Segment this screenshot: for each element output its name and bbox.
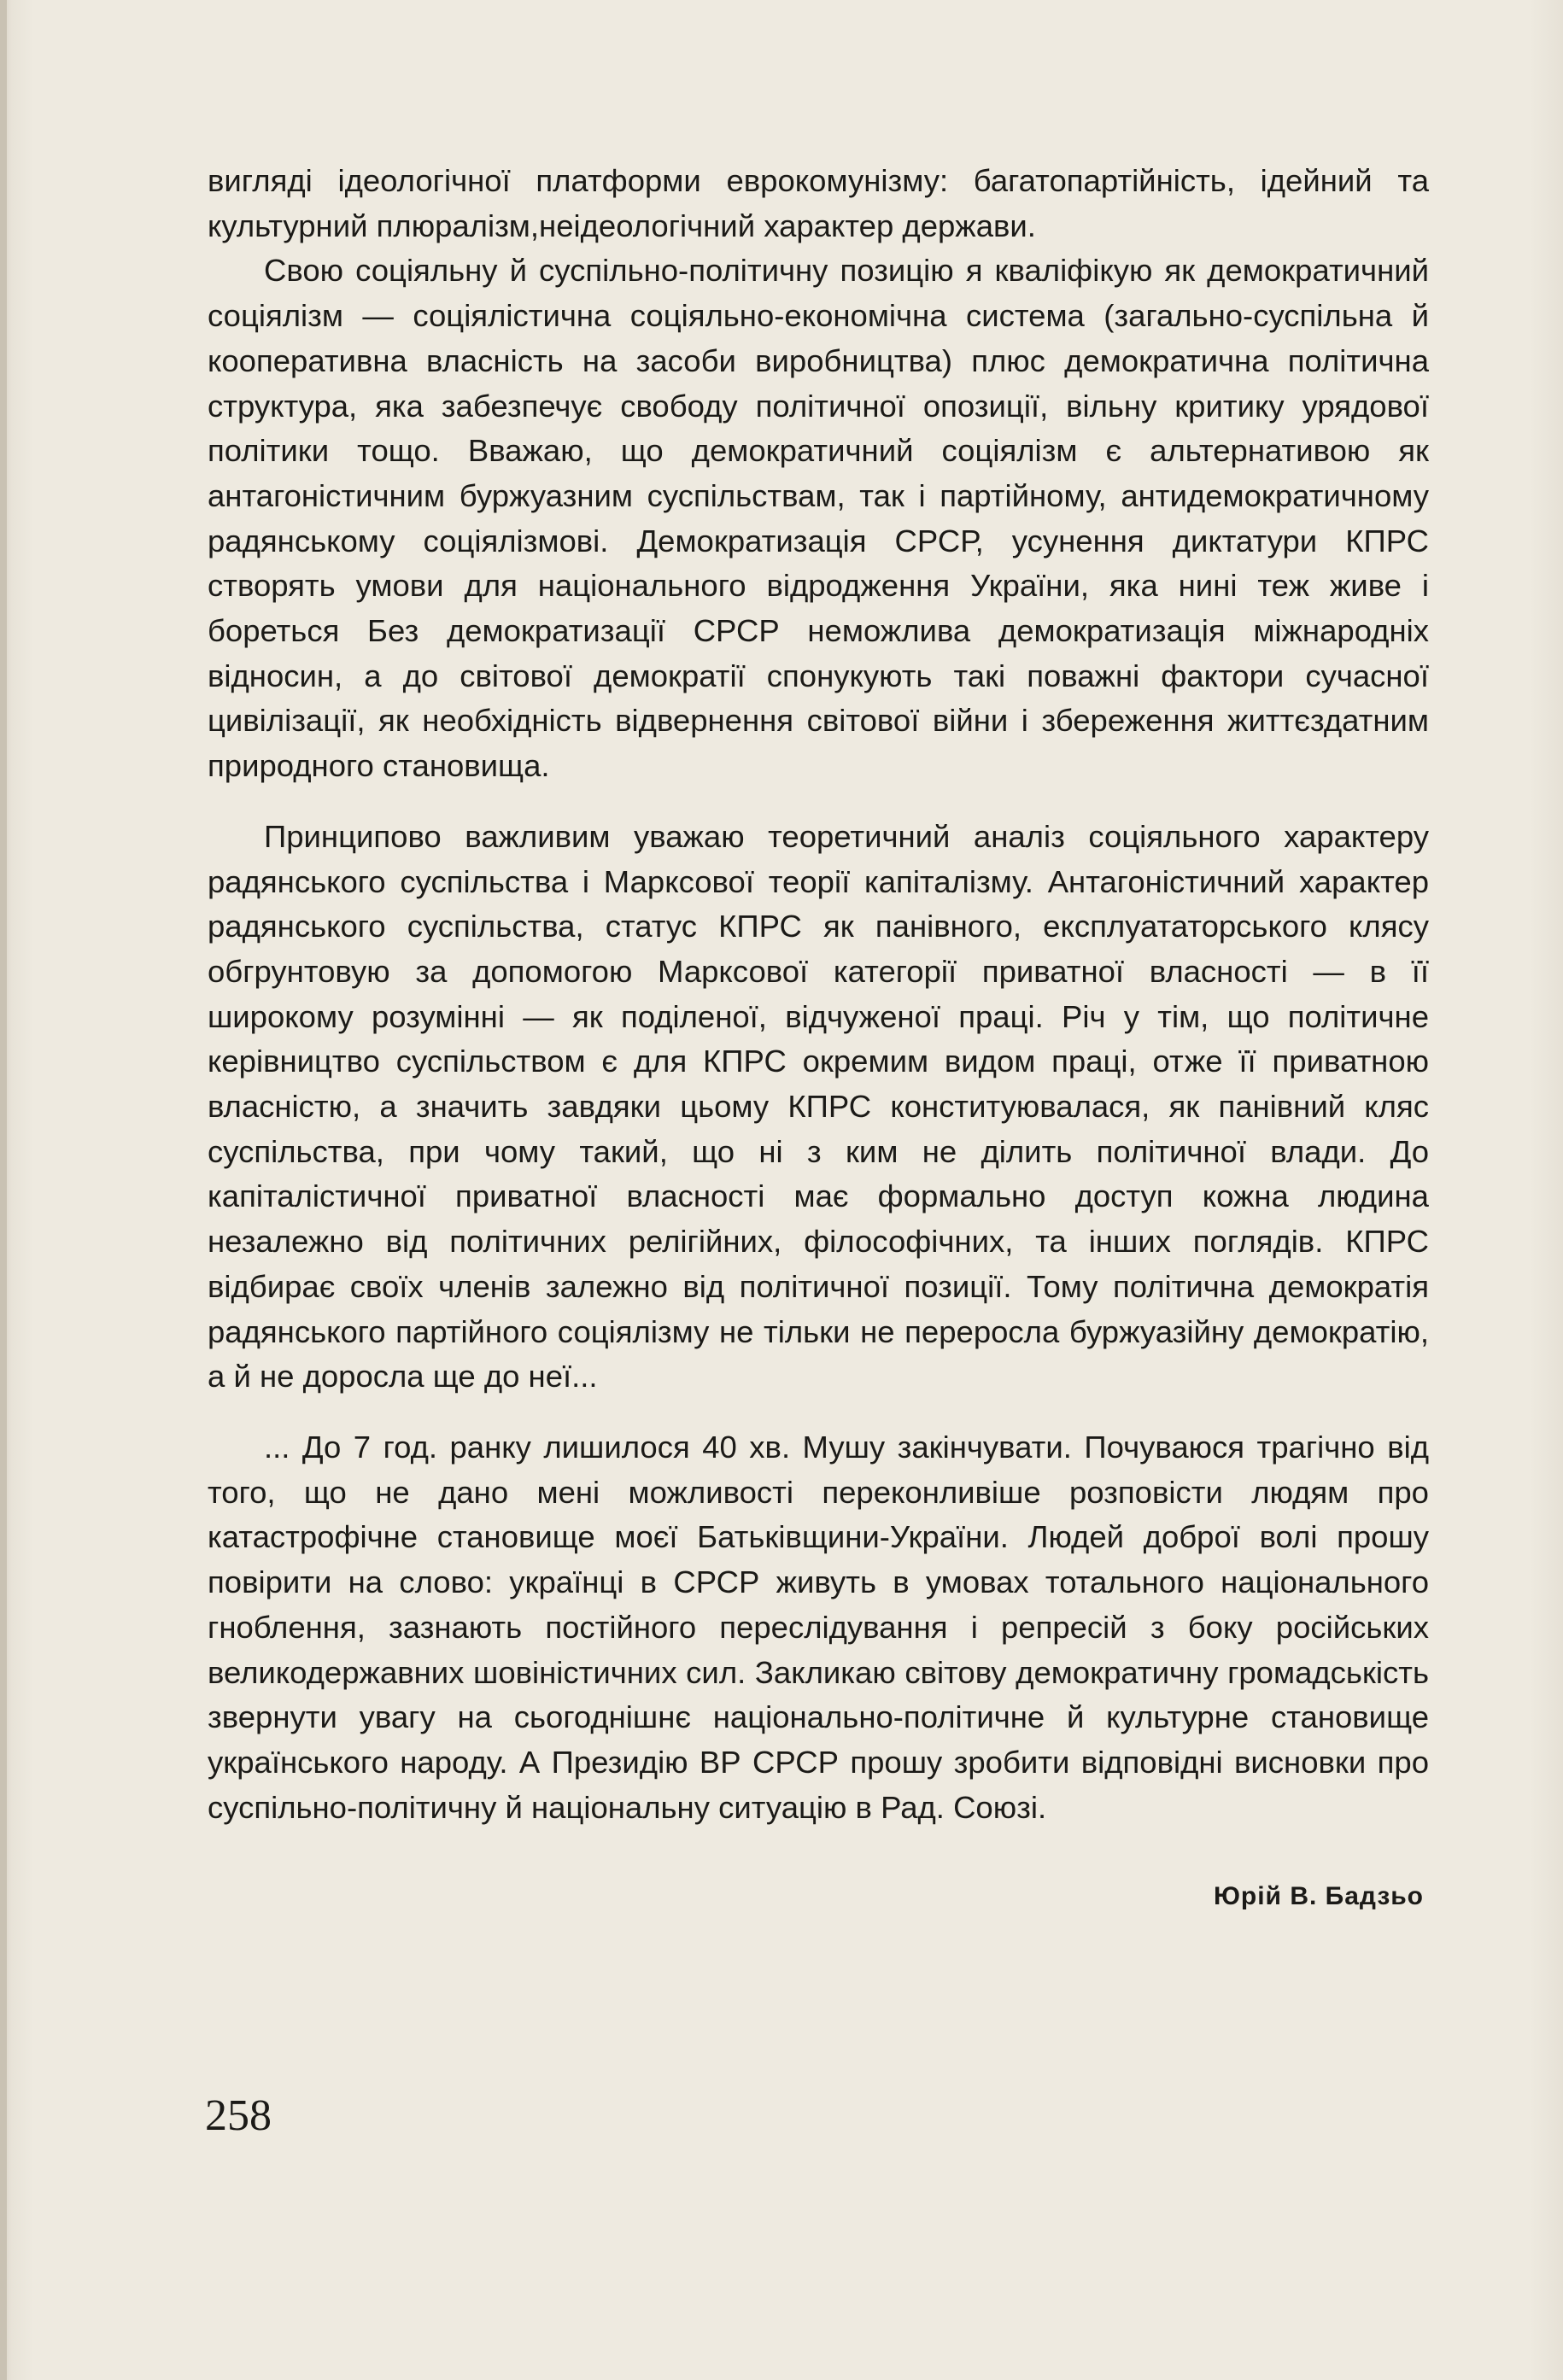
body-text: [208, 159, 1429, 1830]
paragraph-closing: ... До 7 год. ранку лишилося 40 хв. Мушу закінчувати. Почуваюся трагічно від того, що не дано мені можливості переконливіше розповісти людям про катастрофічне становище моєї Батьківщини-України. Людей доброї волі прошу повірити на слово: українці в СРСР живуть в умовах тотального національного гноблення, зазнають постійного переслідування і репресій з боку російських великодержавних шовіністичних сил. Закликаю світову демократичну громадськість звернути увагу на сьогоднішнє національно-політичне й культурне становище українського народу. А Президію ВР СРСР прошу зробити відповідні висновки про суспільно-політичну й національну ситуацію в Рад. Союзі.: [208, 1429, 1429, 1825]
paragraph-analysis: Принципово важливим уважаю теоретичний аналіз соціяльного характеру радянського суспільства і Марксової теорії капіталізму. Антагоністичний характер радянського суспільства, статус КПРС як панівного, експлуататорського кляcу обгрунтовую за допомогою Марксової категорії приватної власності — в її широкому розумінні — як поділеної, відчуженої праці. Річ у тім, що політичне керівництво суспільством є для КПРС окремим видом праці, отже її приватною власністю, а значить завдяки цьому КПРС конституювалася, як панівний кляс суспільства, при чому такий, що ні з ким не ділить політичної влади. До капіталістичної приватної власності має формально доступ кожна людина незалежно від політичних релігійних, філософічних, та інших поглядів. КПРС відбирає своїх членів залежно від політичної позиції. Тому політична демократія радянського партійного соціялізму не тільки не переросла буржуазійну демократію, а й не доросла ще до неї...: [208, 818, 1429, 1395]
author-signature: Юрій В. Бадзьо: [1213, 1882, 1424, 1910]
page-number: 258: [205, 2091, 272, 2140]
page-spine-shadow: [0, 0, 7, 2380]
paragraph-continuation: вигляді ідеологічної платформи еврокомунізму: багатопартійність, ідейний та культурний плюралізм,неідеологічний характер держави.: [208, 163, 1429, 243]
paragraph-position: Свою соціяльну й суспільно-політичну позицію я кваліфікую як демократичний соціялізм — соціялістична соціяльно-економічна система (загально-суспільна й кооперативна власність на засоби виробництва) плюс демократична політична структура, яка забезпечує свободу політичної опозиції, вільну критику урядової політики тощо. Вважаю, що демократичний соціялізм є альтернативою як антагоністичним буржуазним суспільствам, так і партійному, антидемократичному радянському соціялізмові. Демократизація СРСР, усунення диктатури КПРС створять умови для національного відродження України, яка нині теж живе і бореться Без демократизації СРСР неможлива демократизація міжнародніх відносин, а до світової демократії спонукують такі поважні фактори сучасної цивілізації, як необхідність відвернення світової війни і збереження життєздатним природного становища.: [208, 253, 1429, 784]
